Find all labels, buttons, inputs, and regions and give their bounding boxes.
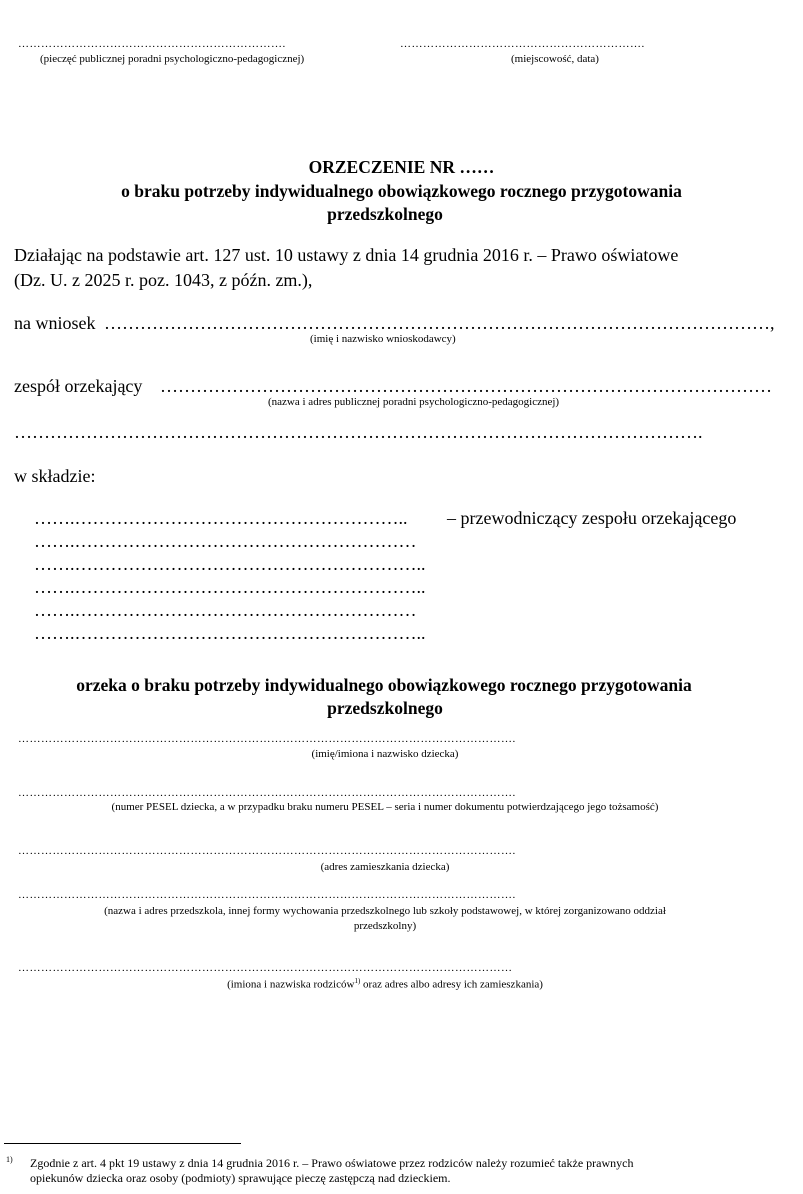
pesel-caption: (numer PESEL dziecka, a w przypadku braku numeru PESEL – seria i numer dokumentu potwierdzającego jego tożsamość) [111, 801, 659, 813]
school-caption-line1: (nazwa i adres przedszkola, innej formy wychowania przedszkolnego lub szkoły podstawowej, w której zorganizowano oddział [104, 905, 666, 917]
stamp-dots[interactable]: ……………………………………………………………. [18, 38, 286, 50]
panel-label: zespół orzekający [14, 376, 143, 396]
member-dots[interactable]: …….………………………………………………….. [34, 623, 426, 643]
parents-caption-text-end: oraz adres albo adresy ich zamieszkania) [360, 978, 543, 991]
footnote-divider [4, 1143, 241, 1144]
member-dots[interactable]: …….………………………………………………… [34, 531, 417, 551]
ruling-line1: orzeka o braku potrzeby indywidualnego obowiązkowego rocznego przygotowania [76, 675, 692, 695]
document-title: ORZECZENIE NR …… [308, 157, 495, 177]
document-subtitle-line1: o braku potrzeby indywidualnego obowiązkowego rocznego przygotowania [121, 181, 682, 201]
panel-caption: (nazwa i adres publicznej poradni psychologiczno-pedagogicznej) [268, 396, 560, 408]
footnote-line1: Zgodnie z art. 4 pkt 19 ustawy z dnia 14 grudnia 2016 r. – Prawo oświatowe przez rodziców należy rozumieć także prawnych [30, 1156, 634, 1170]
legal-basis-line2: (Dz. U. z 2025 r. poz. 1043, z późn. zm.), [14, 270, 313, 290]
place-date-caption: (miejscowość, data) [511, 53, 599, 65]
footnote-line2: opiekunów dziecka oraz osoby (podmioty) sprawujące pieczę zastępczą nad dzieckiem. [30, 1171, 451, 1185]
school-caption-line2: przedszkolny) [353, 920, 417, 932]
member-dots[interactable]: …….………………………………………………….. [34, 577, 426, 597]
composition-label: w składzie: [14, 466, 96, 486]
panel-dots[interactable]: ………………………………………………………………………………………… [160, 376, 772, 396]
footnote-marker: 1) [6, 1155, 13, 1164]
child-name-caption: (imię/imiona i nazwisko dziecka) [311, 748, 459, 760]
request-dots[interactable]: …………………………………………………………………………………………………, [104, 313, 775, 333]
request-caption: (imię i nazwisko wnioskodawcy) [310, 333, 456, 345]
pesel-dots[interactable]: …………………………………………………………………………………………………………………. [18, 787, 516, 799]
document-subtitle-line2: przedszkolnego [327, 204, 443, 224]
child-address-dots[interactable]: …………………………………………………………………………………………………………………. [18, 845, 516, 857]
parents-caption-text: (imiona i nazwiska rodziców [227, 978, 355, 991]
chair-dots[interactable]: …….……………………………………………….. [34, 508, 408, 528]
legal-basis-line1: Działając na podstawie art. 127 ust. 10 ustawy z dnia 14 grudnia 2016 r. – Prawo oświatowe [14, 245, 679, 265]
member-dots[interactable]: …….………………………………………………….. [34, 554, 426, 574]
school-dots[interactable]: …………………………………………………………………………………………………………………. [18, 889, 516, 901]
child-name-dots[interactable]: …………………………………………………………………………………………………………………. [18, 733, 516, 745]
child-address-caption: (adres zamieszkania dziecka) [320, 861, 450, 873]
member-dots[interactable]: …….………………………………………………… [34, 600, 417, 620]
panel-dots-line2[interactable]: ……………………………………………………………………………………………………. [14, 422, 703, 442]
request-label: na wniosek [14, 313, 96, 333]
stamp-caption: (pieczęć publicznej poradni psychologiczno-pedagogicznej) [40, 53, 305, 65]
chair-role: – przewodniczący zespołu orzekającego [447, 508, 737, 528]
parents-dots[interactable]: ………………………………………………………………………………………………………………… [18, 962, 513, 974]
place-date-dots[interactable]: ………………………………………………………. [400, 38, 645, 50]
parents-caption [0, 977, 770, 991]
ruling-line2: przedszkolnego [327, 698, 443, 718]
footnote-ref: 1) [354, 977, 361, 985]
